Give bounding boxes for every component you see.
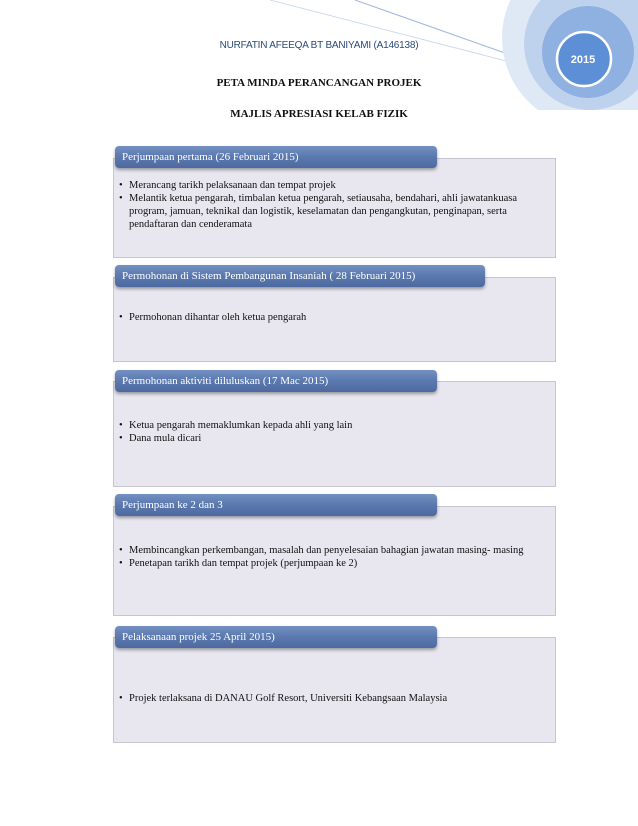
section-heading-1: Perjumpaan pertama (26 Februari 2015) — [115, 146, 437, 168]
list-item: • Ketua pengarah memaklumkan kepada ahli yang lain — [114, 419, 555, 432]
section-heading-2: Permohonan di Sistem Pembangunan Insaniah ( 28 Februari 2015) — [115, 265, 485, 287]
year-badge: 2015 — [570, 54, 596, 66]
section-box-2 — [113, 277, 556, 362]
list-item: • Projek terlaksana di DANAU Golf Resort, Universiti Kebangsaan Malaysia — [114, 692, 555, 705]
section-box-4 — [113, 506, 556, 616]
list-item: • Membincangkan perkembangan, masalah dan penyelesaian bahagian jawatan masing- masing — [114, 544, 555, 557]
list-item: • Melantik ketua pengarah, timbalan ketua pengarah, setiausaha, bendahari, ahli jawatankuasa program, jamuan, teknikal dan logistik, keselamatan dan pengangkutan, penginapan, serta pendaftaran dan cenderamata — [114, 192, 555, 231]
document-title: PETA MINDA PERANCANGAN PROJEK — [216, 77, 422, 89]
section-box-3 — [113, 381, 556, 487]
section-heading-4: Perjumpaan ke 2 dan 3 — [115, 494, 437, 516]
section-box-5 — [113, 637, 556, 743]
header-decoration — [0, 0, 638, 110]
list-item: • Merancang tarikh pelaksanaan dan tempat projek — [114, 179, 555, 192]
document-subtitle: MAJLIS APRESIASI KELAB FIZIK — [230, 108, 408, 120]
section-heading-5: Pelaksanaan projek 25 April 2015) — [115, 626, 437, 648]
list-item: • Permohonan dihantar oleh ketua pengarah — [114, 311, 555, 324]
section-heading-3: Permohonan aktiviti diluluskan (17 Mac 2015) — [115, 370, 437, 392]
author-header: NURFATIN AFEEQA BT BANIYAMI (A146138) — [219, 40, 419, 51]
list-item: • Penetapan tarikh dan tempat projek (perjumpaan ke 2) — [114, 557, 555, 570]
list-item: • Dana mula dicari — [114, 432, 555, 445]
section-box-1 — [113, 158, 556, 258]
